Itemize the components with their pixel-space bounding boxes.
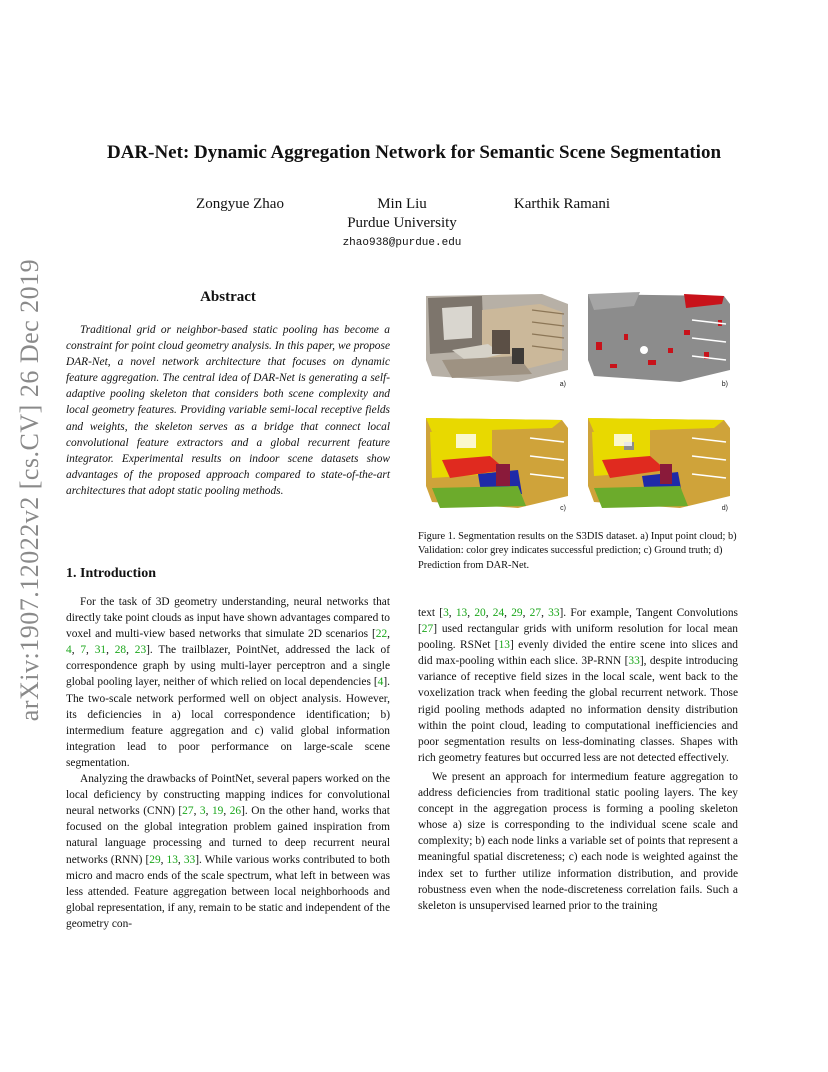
panel-label-c: c) xyxy=(560,505,566,512)
citation-link[interactable]: 31 xyxy=(94,644,107,657)
citation-link[interactable]: 23 xyxy=(134,644,147,657)
affiliation: Purdue University xyxy=(347,215,457,231)
intro-paragraph-1 xyxy=(66,594,390,771)
text-run: , xyxy=(160,853,167,866)
citation-link[interactable]: 3 xyxy=(443,607,449,619)
citation-link[interactable]: 13 xyxy=(455,607,468,619)
email: zhao938@purdue.edu xyxy=(342,237,462,249)
citation-link[interactable]: 26 xyxy=(229,805,242,818)
panel-input-cloud xyxy=(422,290,570,390)
arxiv-stamp xyxy=(12,258,48,722)
panel-validation xyxy=(584,290,732,390)
citation-link[interactable]: 13 xyxy=(498,639,510,652)
text-run: , xyxy=(387,628,390,641)
text-run: , xyxy=(205,805,212,818)
text-run: For the task of 3D geometry understanding, neural networks that directly take point clouds as input have shown advantages compared to voxel and multi-view based networks that simulate 2D scenarios [ xyxy=(66,596,390,641)
panel-prediction xyxy=(584,414,732,514)
citation-link[interactable]: 33 xyxy=(183,853,196,866)
citation-link[interactable]: 20 xyxy=(474,607,486,619)
intro-paragraph-4 xyxy=(418,769,738,914)
text-run: , xyxy=(467,607,475,619)
citation-link[interactable]: 22 xyxy=(375,628,388,641)
citation-link[interactable]: 24 xyxy=(492,607,505,619)
citation-link[interactable]: 13 xyxy=(166,853,178,866)
citation-link[interactable]: 33 xyxy=(548,607,560,619)
text-run: , xyxy=(193,805,200,818)
text-run: , xyxy=(126,644,135,657)
text-run: , xyxy=(541,607,549,619)
text-run: , xyxy=(106,644,115,657)
panel-label-a: a) xyxy=(559,381,566,388)
citation-link[interactable]: 19 xyxy=(211,805,224,818)
figure-1 xyxy=(418,286,740,526)
text-run: ]. The trailblazer, PointNet, addressed the lack of correspondence graph by using multi-layer perceptron and a single global pooling layer, neither of which relied on local dependencies [ xyxy=(66,644,390,689)
author-1: Zongyue Zhao xyxy=(196,196,284,212)
left-column xyxy=(66,594,390,932)
text-run: ], despite introducing variance of receptive field sizes in the local scale, went back to the voxelization track when feeding the global recurrent network. Those rigid pooling methods adapted no information density distribution within the point cloud, leading to computational inefficiencies and poor segmentation results on less-dominating classes. Shapes with rich geometry features but occurred less are not detected effectively. xyxy=(418,655,738,764)
ground-truth-image xyxy=(422,414,570,514)
right-column xyxy=(418,605,738,914)
text-run: ]. The two-scale network performed well on object analysis. However, its deficiencies in a) local correspondence identification; b) intermedium feature aggregation and c) valid global information integration lead to poor performance on large-scale scene segmentation. xyxy=(66,676,390,769)
intro-paragraph-2 xyxy=(66,771,390,932)
panel-ground-truth xyxy=(422,414,570,514)
text-run: ]. While various works contributed to both micro and macro ends of the scale spectrum, what left in between was less attended. Feature aggregation between local neighborhoods and global representation, if any, remain to be static and independent of the geometry con- xyxy=(66,853,391,930)
text-run: , xyxy=(504,607,512,619)
citation-link[interactable]: 4 xyxy=(377,676,384,689)
prediction-image xyxy=(584,414,732,514)
citation-link[interactable]: 28 xyxy=(114,644,127,657)
input-cloud-image xyxy=(422,290,570,390)
text-run: , xyxy=(448,607,456,619)
citation-link[interactable]: 7 xyxy=(80,644,87,657)
text-run: ]. On the other hand, works that focused on the global integration problem gained inspiration from natural language processing and turned to deep recurrent neural networks (RNN) [ xyxy=(66,805,390,866)
text-run: , xyxy=(71,644,81,657)
intro-paragraph-3 xyxy=(418,605,738,766)
text-run: We present an approach for intermedium feature aggregation to address deficiencies from traditional static pooling layers. The key concept in the aggregation process is forming a pooling skeleton whose a) size is corresponding to the individual scene scale and complexity; b) each node links a variable set of points that represent a meaningful spatial discreteness; c) each node is weighted against the index set to further utilize information distribution, and provide robustness even when the node-discreteness correlation fails. Such a skeleton is unsupervised learned prior to the training xyxy=(418,770,738,912)
author-2: Min Liu xyxy=(377,196,427,212)
validation-image xyxy=(584,290,732,390)
figure-caption: Figure 1. Segmentation results on the S3DIS dataset. a) Input point cloud; b) Validation: color grey indicates successful prediction; c) Ground truth; d) Prediction from DAR-Net. xyxy=(418,531,737,571)
text-run: text [ xyxy=(418,607,444,619)
author-3: Karthik Ramani xyxy=(513,196,611,212)
citation-link[interactable]: 29 xyxy=(511,607,523,619)
text-run: ]. For example, Tangent Convolutions [ xyxy=(418,607,738,636)
abstract-heading: Abstract xyxy=(200,289,256,305)
abstract-text: Traditional grid or neighbor-based static pooling has become a constraint for point cloud geometry analysis. In this paper, we propose DAR-Net, a novel network architecture that focuses on dynamic feature aggregation. The central idea of DAR-Net is generating a self-adaptive pooling skeleton that considers both scene complexity and local geometry features. Providing variable semi-local receptive fields and weights, the skeleton serves as a bridge that connect local convolutional feature extractors and a global recurrent feature integrator. Experimental results on indoor scene datasets show advantages of the proposed approach compared to state-of-the-art architectures that adopt static pooling methods. xyxy=(66,324,390,497)
citation-link[interactable]: 27 xyxy=(182,805,194,818)
text-run: , xyxy=(86,644,95,657)
text-run: Analyzing the drawbacks of PointNet, several papers worked on the local deficiency by constructing mapping indices for convolutional neural networks (CNN) [ xyxy=(66,773,390,818)
panel-label-d: d) xyxy=(721,505,728,512)
text-run: , xyxy=(485,607,493,619)
text-run: , xyxy=(223,805,230,818)
citation-link[interactable]: 33 xyxy=(628,655,640,668)
text-run: ] used rectangular grids with uniform resolution for local mean pooling. RSNet [ xyxy=(418,623,738,652)
text-run: , xyxy=(177,853,184,866)
citation-link[interactable]: 4 xyxy=(66,644,72,657)
section-heading: 1. Introduction xyxy=(66,566,156,581)
citation-link[interactable]: 29 xyxy=(149,853,161,866)
panel-label-b: b) xyxy=(721,381,728,388)
paper-title: DAR-Net: Dynamic Aggregation Network for Semantic Scene Segmentation xyxy=(106,142,722,163)
arxiv-id: arXiv:1907.12022v2 [cs.CV] 26 Dec 2019 xyxy=(15,258,44,722)
text-run: , xyxy=(522,607,530,619)
citation-link[interactable]: 3 xyxy=(199,805,206,818)
citation-link[interactable]: 27 xyxy=(421,623,434,636)
text-run: ] evenly divided the entire scene into slices and did max-pooling within each slice. 3P-RNN [ xyxy=(418,639,738,668)
citation-link[interactable]: 27 xyxy=(529,607,542,619)
